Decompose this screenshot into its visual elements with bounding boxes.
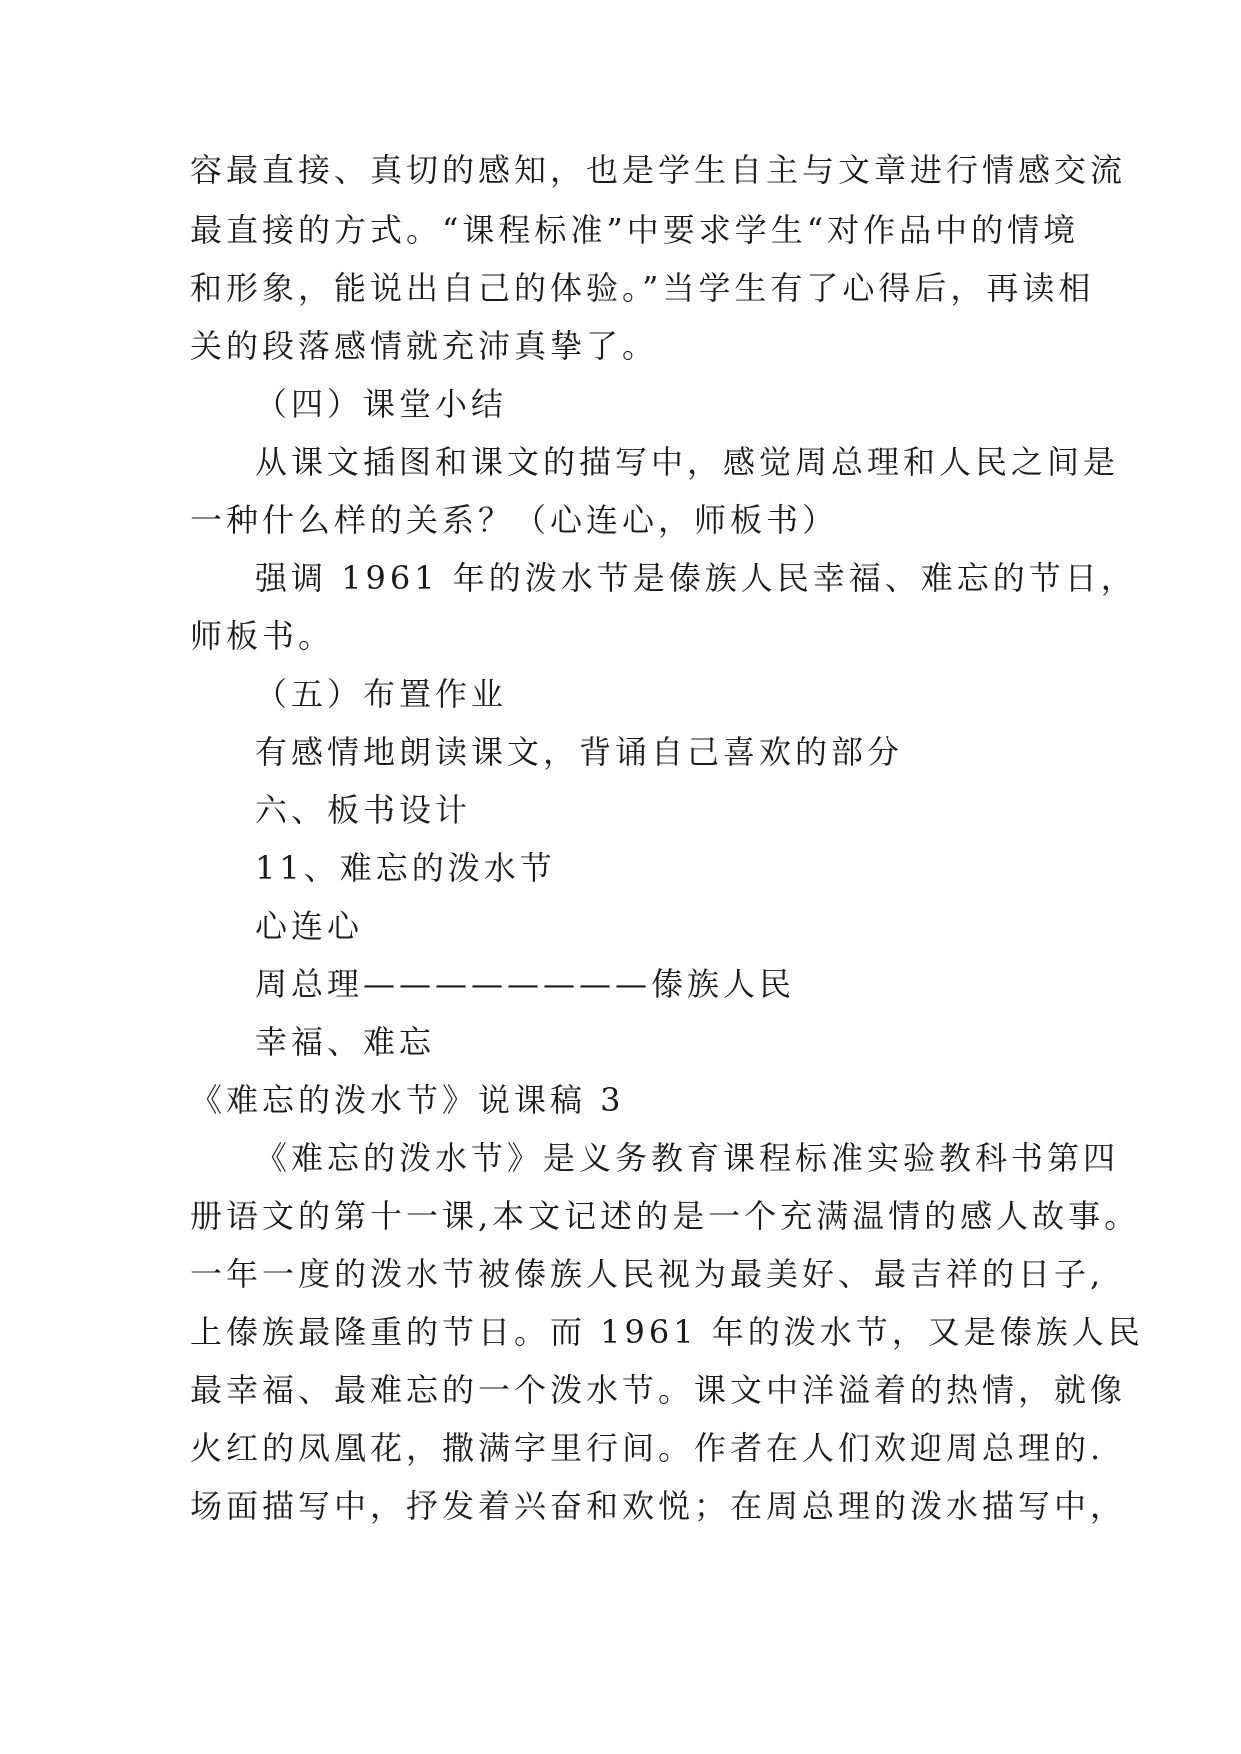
section-heading: （五）布置作业 [255, 675, 508, 713]
paragraph-line: 场面描写中，抒发着兴奋和欢悦；在周总理的泼水描写中， [190, 1487, 1127, 1525]
paragraph-line: 火红的凤凰花，撒满字里行间。作者在人们欢迎周总理的. [190, 1429, 1105, 1467]
paragraph-line: 最直接的方式。“课程标准”中要求学生“对作品中的情境 [190, 211, 1080, 249]
board-line: 周总理————————傣族人民 [255, 965, 796, 1003]
paragraph-line: 上傣族最隆重的节日。而 1961 年的泼水节，又是傣族人民 [190, 1313, 1144, 1351]
paragraph-line: 《难忘的泼水节》是义务教育课程标准实验教科书第四 [255, 1139, 1120, 1177]
article-title: 《难忘的泼水节》说课稿 3 [190, 1081, 625, 1119]
paragraph-line: 一年一度的泼水节被傣族人民视为最美好、最吉祥的日子, [190, 1255, 1105, 1293]
section-heading: 六、板书设计 [255, 791, 472, 829]
paragraph-line: 关的段落感情就充沛真挚了。 [190, 327, 659, 365]
paragraph-line: 从课文插图和课文的描写中，感觉周总理和人民之间是 [255, 443, 1120, 481]
board-title: 11、难忘的泼水节 [255, 849, 556, 887]
paragraph-line: 和形象，能说出自己的体验。”当学生有了心得后，再读相 [190, 269, 1095, 307]
section-heading: （四）课堂小结 [255, 385, 508, 423]
paragraph-line: 师板书。 [190, 617, 335, 655]
board-line: 心连心 [255, 907, 364, 945]
paragraph-line: 最幸福、最难忘的一个泼水节。课文中洋溢着的热情，就像 [190, 1371, 1127, 1409]
paragraph-line: 容最直接、真切的感知，也是学生自主与文章进行情感交流 [190, 151, 1127, 189]
paragraph-line: 强调 1961 年的泼水节是傣族人民幸福、难忘的节日， [255, 559, 1137, 597]
paragraph-line: 册语文的第十一课,本文记述的是一个充满温情的感人故事。 [190, 1197, 1141, 1235]
board-line: 幸福、难忘 [255, 1023, 436, 1061]
paragraph-line: 有感情地朗读课文，背诵自己喜欢的部分 [255, 733, 904, 771]
paragraph-line: 一种什么样的关系？（心连心，师板书） [190, 501, 839, 539]
